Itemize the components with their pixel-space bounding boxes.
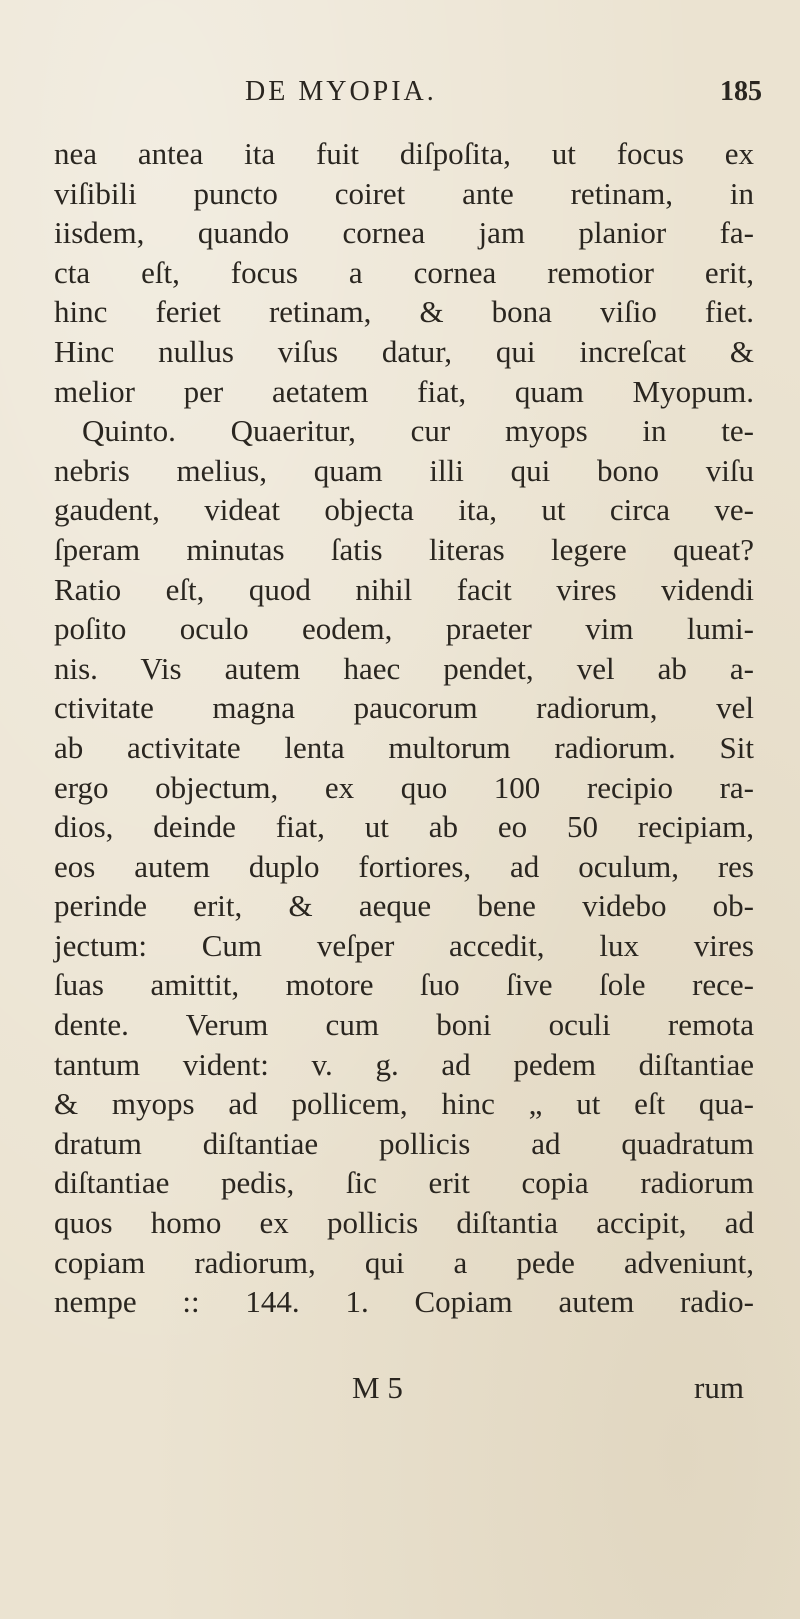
running-head	[0, 76, 800, 116]
signature-mark: M 5	[352, 1370, 403, 1405]
text-line: Quinto. Quaeritur, cur myops in te-	[82, 413, 754, 449]
text-line: quos homo ex pollicis diſtantia accipit, ad	[54, 1205, 754, 1241]
text-line: cta eſt, focus a cornea remotior erit,	[54, 254, 754, 290]
text-line: perinde erit, & aeque bene videbo ob-	[54, 888, 754, 924]
running-title: DE MYOPIA.	[245, 76, 437, 107]
text-line: Ratio eſt, quod nihil facit vires videndi	[54, 571, 754, 607]
text-line: dratum diſtantiae pollicis ad quadratum	[54, 1125, 754, 1161]
text-line: melior per aetatem fiat, quam Myopum.	[54, 373, 754, 409]
text-line: ergo objectum, ex quo 100 recipio ra-	[54, 769, 754, 805]
text-line: ſperam minutas ſatis literas legere queat?	[54, 531, 754, 567]
text-line: hinc feriet retinam, & bona viſio fiet.	[54, 294, 754, 330]
text-line: iisdem, quando cornea jam planior fa-	[54, 215, 754, 251]
text-line: tantum vident: v. g. ad pedem diſtantiae	[54, 1046, 754, 1082]
text-line: viſibili puncto coiret ante retinam, in	[54, 175, 754, 211]
text-line: dios, deinde fiat, ut ab eo 50 recipiam,	[54, 809, 754, 845]
text-line: copiam radiorum, qui a pede adveniunt,	[54, 1244, 754, 1280]
text-line: nis. Vis autem haec pendet, vel ab a-	[54, 650, 754, 686]
text-line: ctivitate magna paucorum radiorum, vel	[54, 690, 754, 726]
text-line: poſito oculo eodem, praeter vim lumi-	[54, 611, 754, 647]
text-line: Hinc nullus viſus datur, qui increſcat &	[54, 333, 754, 369]
text-line: & myops ad pollicem, hinc „ ut eſt qua-	[54, 1086, 754, 1122]
text-line: ſuas amittit, motore ſuo ſive ſole rece-	[54, 967, 754, 1003]
text-line: nempe :: 144. 1. Copiam autem radio-	[54, 1284, 754, 1320]
text-line: gaudent, videat objecta ita, ut circa ve-	[54, 492, 754, 528]
text-line: dente. Verum cum boni oculi remota	[54, 1007, 754, 1043]
text-line: nebris melius, quam illi qui bono viſu	[54, 452, 754, 488]
text-line: ab activitate lenta multorum radiorum. Sit	[54, 729, 754, 765]
page-footer	[0, 1370, 800, 1410]
page-number: 185	[720, 76, 762, 107]
body-text	[54, 134, 754, 1322]
text-line: diſtantiae pedis, ſic erit copia radiorum	[54, 1165, 754, 1201]
text-line: nea antea ita fuit diſpoſita, ut focus ex	[54, 136, 754, 171]
text-line: eos autem duplo fortiores, ad oculum, res	[54, 848, 754, 884]
text-line: jectum: Cum veſper accedit, lux vires	[54, 927, 754, 963]
catchword: rum	[694, 1370, 744, 1405]
